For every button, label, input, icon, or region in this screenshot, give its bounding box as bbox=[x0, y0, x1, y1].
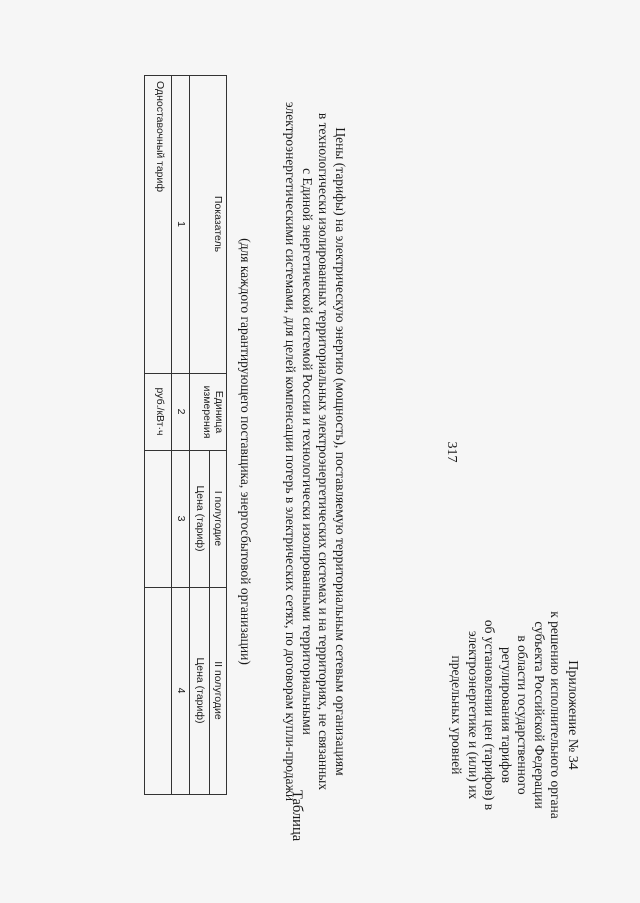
row-indicator: Одноставочный тариф bbox=[154, 81, 166, 193]
page-number: 317 bbox=[444, 441, 459, 463]
document-subheading: (для каждого гарантирующего поставщика, энергосбытовой организации) bbox=[238, 238, 253, 665]
tariff-table bbox=[144, 75, 227, 795]
appendix-line: электроэнергетике и (или) их bbox=[466, 630, 481, 800]
heading-line: в технологически изолированных территориальных электроэнергетических системах и на территориях, не связанных bbox=[316, 112, 332, 791]
heading-line: с Единой энергетической системой России и технологически изолированными территориальными bbox=[300, 168, 315, 735]
column-number: 4 bbox=[175, 687, 187, 694]
header-unit: Единица измерения bbox=[201, 385, 225, 439]
header-price2: Цена (тариф) bbox=[194, 657, 206, 724]
header-price1: Цена (тариф) bbox=[194, 485, 206, 552]
appendix-line: предельных уровней bbox=[449, 655, 465, 775]
row-unit: руб./кВт·ч bbox=[154, 387, 166, 436]
document-heading bbox=[282, 0, 348, 903]
appendix-line: регулирования тарифов bbox=[499, 646, 514, 784]
appendix-line: к решению исполнительного органа bbox=[548, 611, 564, 819]
appendix-line: в области государственного bbox=[515, 635, 531, 795]
table-border-bottom bbox=[144, 75, 145, 795]
table-label: Таблица bbox=[289, 790, 305, 842]
appendix-title: Приложение № 34 bbox=[565, 660, 580, 770]
table-rule-numbering bbox=[171, 75, 172, 795]
column-number: 2 bbox=[175, 408, 187, 415]
header-half2: II полугодие bbox=[212, 661, 224, 720]
table-rule-header bbox=[189, 75, 190, 795]
heading-line: Цены (тарифы) на электрическую энергию (мощность), поставляемую территориальным сетевым организациям bbox=[333, 127, 348, 776]
appendix-line: об установлении цен (тарифов) в bbox=[482, 619, 498, 811]
column-number: 3 bbox=[175, 515, 187, 522]
header-half1: I полугодие bbox=[212, 490, 224, 547]
table-rule-subheader bbox=[209, 450, 210, 795]
column-number: 1 bbox=[175, 221, 187, 227]
header-indicator: Показатель bbox=[212, 195, 224, 253]
table-border-right bbox=[144, 794, 227, 795]
heading-line: электроэнергетическими системами, для целей компенсации потерь в электрических сетях, по договорам купли-продажи bbox=[283, 101, 299, 802]
table-border-top bbox=[226, 75, 227, 795]
appendix-block bbox=[448, 555, 580, 875]
appendix-line: субъекта Российской Федерации bbox=[532, 621, 547, 809]
